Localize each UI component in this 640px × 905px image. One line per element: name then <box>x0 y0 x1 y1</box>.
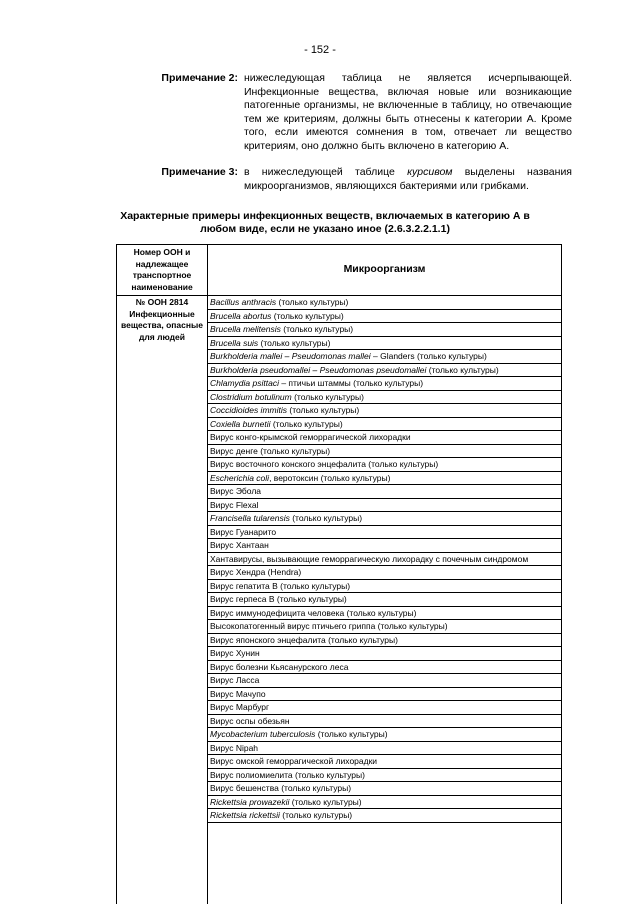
table-row <box>208 580 561 594</box>
organism-name-text: (только культуры) <box>426 364 499 375</box>
table-row <box>208 472 561 486</box>
organism-name-italic: Brucella abortus <box>210 310 272 321</box>
organism-name-text: – птичьи штаммы (только культуры) <box>278 378 424 388</box>
organism-name-text: Вирус болезни Кьясанурского леса <box>210 661 349 672</box>
organism-name-text: Вирус герпеса В (только культуры) <box>210 594 347 604</box>
organism-name-text: Вирус бешенства (только культуры) <box>210 783 352 793</box>
table-row <box>208 337 561 351</box>
note-3 <box>152 166 572 193</box>
table-row <box>208 512 561 526</box>
organism-name-text: Вирус омской геморрагической лихорадки <box>210 756 378 766</box>
organism-name-text: , веротоксин (только культуры) <box>269 472 391 483</box>
organism-name-italic: Brucella suis <box>210 337 259 348</box>
table-row <box>208 728 561 742</box>
table-row <box>208 661 561 675</box>
table-row <box>208 350 561 364</box>
note-3-label: Примечание 3: <box>161 166 238 178</box>
organism-name-italic: Coccidioides immitis <box>210 405 287 415</box>
organism-name-text: Высокопатогенный вирус птичьего гриппа (только культуры) <box>210 621 448 631</box>
table-row <box>208 364 561 378</box>
table-row <box>208 553 561 567</box>
organism-name-text: Вирус денге (только культуры) <box>210 445 331 456</box>
microorganism-list <box>208 296 561 823</box>
organism-name-text: Хантавирусы, вызывающие геморрагическую лихорадку с почечным синдромом <box>210 553 529 564</box>
table-row <box>208 323 561 337</box>
note-2 <box>152 72 572 154</box>
organism-name-italic: Burkholderia mallei – Pseudomonas mallei <box>210 351 371 361</box>
table-row <box>208 688 561 702</box>
organism-name-italic: Brucella melitensis <box>210 324 281 334</box>
note-2-label: Примечание 2: <box>161 72 238 84</box>
organism-name-text: Вирус Ласса <box>210 675 260 685</box>
organism-name-text: (только культуры) <box>270 418 343 429</box>
organism-name-italic: Burkholderia pseudomallei – Pseudomonas pseudomallei <box>210 364 427 375</box>
organism-name-text: (только культуры) <box>287 405 360 415</box>
organism-name-text: Вирус полиомиелита (только культуры) <box>210 769 365 780</box>
table-row <box>208 701 561 715</box>
note-3-text <box>244 166 572 193</box>
table-row <box>208 674 561 688</box>
organism-name-text: (только культуры) <box>315 729 388 739</box>
table-row <box>208 539 561 553</box>
page-number: - 152 - <box>304 44 336 56</box>
table-row <box>208 647 561 661</box>
table-row <box>208 796 561 810</box>
organism-name-text: (только культуры) <box>291 391 364 402</box>
organism-name-text: (только культуры) <box>279 810 353 820</box>
table-row <box>208 485 561 499</box>
table-row <box>208 715 561 729</box>
table-row <box>208 755 561 769</box>
header-microorganism: Микроорганизм <box>343 263 426 275</box>
organism-name-text: Вирус Nipah <box>210 742 259 753</box>
organism-name-text: (только культуры) <box>276 297 349 307</box>
organism-name-italic: Rickettsia rickettsii <box>210 810 280 820</box>
note-3-text-start: в нижеследующей таблице <box>244 166 408 178</box>
organism-name-text: Вирус Хунин <box>210 648 260 658</box>
organism-name-text: (только культуры) <box>289 796 362 807</box>
organism-name-italic: Escherichia coli <box>210 472 270 483</box>
table-row <box>208 310 561 324</box>
table-row <box>208 296 561 310</box>
table-row <box>208 809 561 823</box>
organism-name-text: Вирус Хендра (Hendra) <box>210 567 302 577</box>
organism-name-italic: Coxiella burnetii <box>210 418 271 429</box>
table-row <box>208 404 561 418</box>
organism-name-text: Вирус Flexal <box>210 499 259 510</box>
organism-name-text: (только культуры) <box>258 337 331 348</box>
table-row <box>208 377 561 391</box>
table-row <box>208 458 561 472</box>
table-row <box>208 607 561 621</box>
table-row <box>208 445 561 459</box>
table-row <box>208 742 561 756</box>
organism-name-italic: Francisella tularensis <box>210 513 290 523</box>
organism-name-text: (только культуры) <box>280 324 354 334</box>
table-row <box>208 418 561 432</box>
table-heading: Характерные примеры инфекционных веществ, включаемых в категорию А в любом виде, если не указано иное (2.6.3.2.2.1.1) <box>120 210 530 235</box>
organism-name-text: Вирус Гуанарито <box>210 526 277 537</box>
organism-name-text: Вирус иммунодефицита человека (только культуры) <box>210 607 417 618</box>
table-row <box>208 391 561 405</box>
table-row <box>208 431 561 445</box>
organism-name-italic: Bacillus anthracis <box>210 297 277 307</box>
table-row <box>208 769 561 783</box>
header-un-number: Номер ООН и надлежащее транспортное наименование <box>131 247 193 292</box>
table-row <box>208 620 561 634</box>
table-row <box>208 782 561 796</box>
organism-name-text: (только культуры) <box>271 310 344 321</box>
organism-name-text: Вирус Эбола <box>210 486 262 496</box>
note-3-text-end: выделены названия микроорганизмов, являющихся бактериями или грибками. <box>244 166 572 192</box>
category-cell: № ООН 2814 Инфекционные вещества, опасные для людей <box>121 297 203 342</box>
organism-name-text: Вирус конго-крымской геморрагической лихорадки <box>210 432 411 442</box>
organism-name-text: Вирус Мачупо <box>210 688 266 699</box>
note-3-text-italic: курсивом <box>407 166 453 178</box>
organism-name-text: (только культуры) <box>289 513 363 523</box>
organism-name-text: Вирус Марбург <box>210 702 270 712</box>
table-row <box>208 526 561 540</box>
organism-name-italic: Chlamydia psittaci <box>210 378 279 388</box>
organism-name-text: Вирус гепатита В (только культуры) <box>210 580 351 591</box>
organism-name-italic: Mycobacterium tuberculosis <box>210 729 316 739</box>
organism-name-italic: Rickettsia prowazekii <box>210 796 290 807</box>
organism-name-text: Вирус оспы обезьян <box>210 715 290 726</box>
table-row <box>208 634 561 648</box>
table-row <box>208 499 561 513</box>
table-row <box>208 593 561 607</box>
organism-name-text: Вирус восточного конского энцефалита (только культуры) <box>210 459 439 469</box>
organism-name-text: Вирус Хантаан <box>210 540 269 550</box>
note-2-text: нижеследующая таблица не является исчерпывающей. Инфекционные вещества, включая новые или возникающие патогенные организмы, не включенные в таблицу, но отвечающие тем же критериям, должны быть отнесены к категории А. Кроме того, если имеются сомнения в том, отвечает ли вещество критериям, оно должно быть включено в категорию А. <box>244 72 572 152</box>
microorganism-table <box>116 244 562 904</box>
table-row <box>208 566 561 580</box>
organism-name-italic: Clostridium botulinum <box>210 391 292 402</box>
organism-name-text: – Glanders (только культуры) <box>370 351 487 361</box>
organism-name-text: Вирус японского энцефалита (только культуры) <box>210 634 398 645</box>
